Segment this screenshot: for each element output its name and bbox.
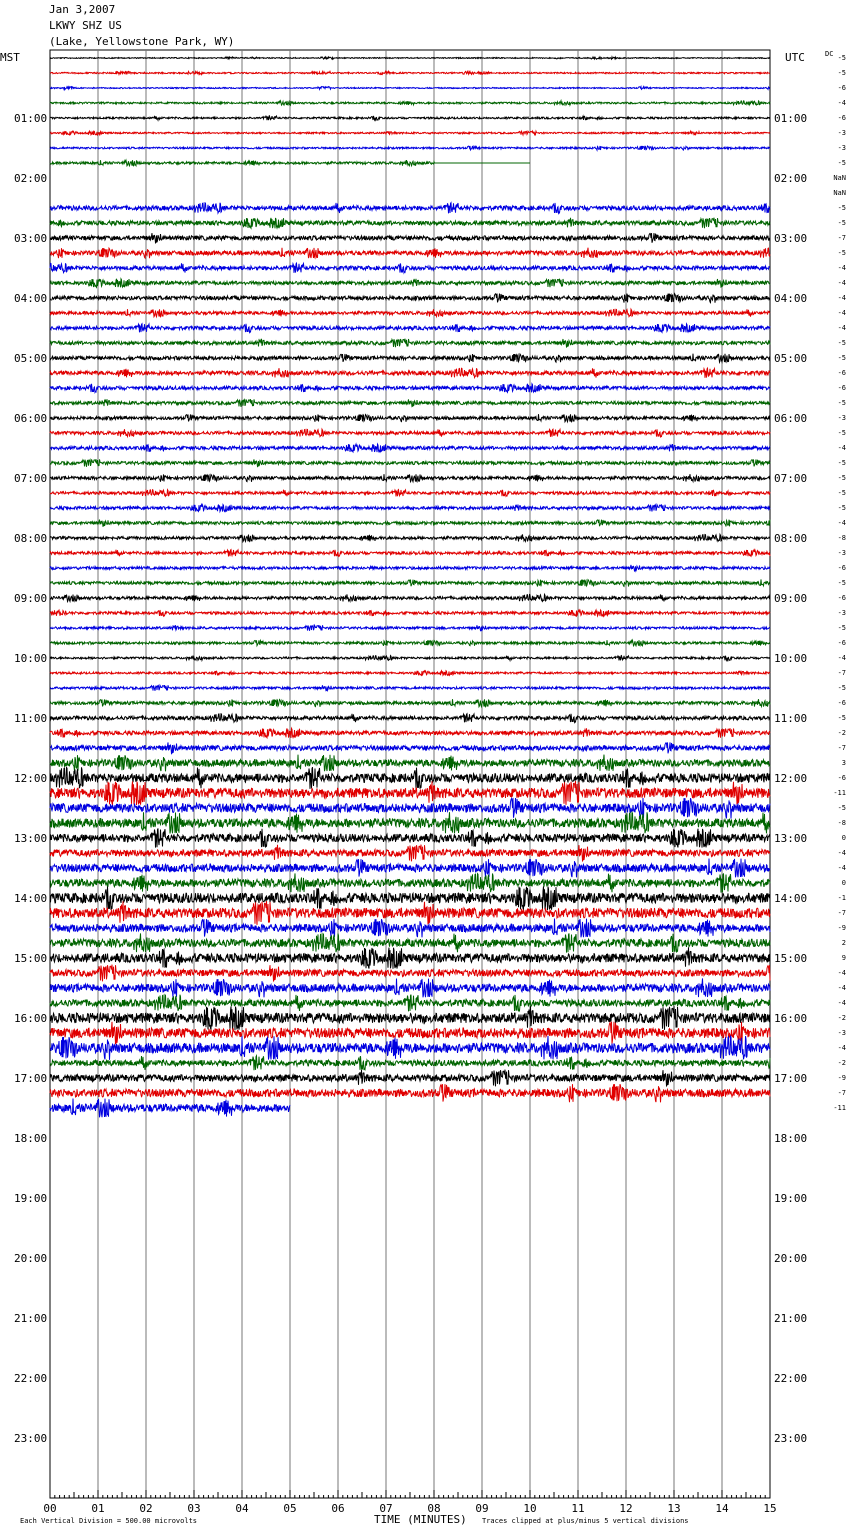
seismic-trace [50, 309, 770, 317]
dc-offset-label: -5 [837, 459, 846, 467]
seismic-trace [50, 1099, 290, 1118]
right-hour-label: 23:00 [774, 1432, 808, 1445]
seismic-trace [50, 490, 770, 497]
right-hour-label: 17:00 [774, 1072, 808, 1085]
dc-offset-label: -6 [837, 774, 846, 782]
seismic-trace [50, 354, 770, 363]
seismic-trace [50, 742, 770, 753]
seismic-traces [50, 57, 770, 1117]
dc-offset-label: -3 [837, 549, 846, 557]
dc-offset-label: -3 [837, 1029, 846, 1037]
left-hour-label: 09:00 [14, 592, 48, 605]
dc-offset-label: -11 [833, 789, 846, 797]
left-timezone-label: MST [0, 51, 20, 64]
dc-offset-label: -3 [837, 414, 846, 422]
dc-offset-label: -5 [837, 204, 846, 212]
seismic-trace [50, 625, 770, 631]
vertical-division-note: Each Vertical Division = 500.00 microvolts [20, 1517, 198, 1525]
seismic-trace [50, 640, 770, 646]
dc-offset-label: -2 [837, 1014, 846, 1022]
dc-offset-label: -5 [837, 489, 846, 497]
seismic-trace [50, 87, 770, 90]
seismic-trace [50, 520, 770, 527]
left-hour-label: 12:00 [14, 772, 48, 785]
x-tick-label: 02 [139, 1502, 153, 1515]
x-tick-label: 03 [187, 1502, 201, 1515]
right-hour-label: 18:00 [774, 1132, 808, 1145]
right-hour-label: 22:00 [774, 1372, 808, 1385]
dc-offset-label: -5 [837, 339, 846, 347]
x-tick-label: 05 [283, 1502, 297, 1515]
right-hour-label: 21:00 [774, 1312, 808, 1325]
left-hour-label: 22:00 [14, 1372, 48, 1385]
seismic-trace [50, 339, 770, 348]
station-location: (Lake, Yellowstone Park, WY) [49, 35, 235, 48]
left-hour-label: 16:00 [14, 1012, 48, 1025]
left-hour-label: 14:00 [14, 892, 48, 905]
dc-offset-label: -6 [837, 384, 846, 392]
seismic-trace [50, 714, 770, 723]
seismic-trace [50, 429, 770, 437]
left-hour-label: 11:00 [14, 712, 48, 725]
seismic-trace [50, 1084, 770, 1102]
seismic-trace [50, 565, 770, 571]
dc-offset-label: NaN [833, 189, 846, 197]
plot-date: Jan 3,2007 [49, 3, 116, 16]
x-tick-label: 06 [331, 1502, 345, 1515]
x-tick-label: 14 [715, 1502, 729, 1515]
dc-offset-label: -5 [837, 504, 846, 512]
seismic-trace [50, 203, 770, 214]
left-hour-label: 03:00 [14, 232, 48, 245]
x-tick-label: 12 [619, 1502, 633, 1515]
right-hour-label: 05:00 [774, 352, 808, 365]
left-hour-label: 23:00 [14, 1432, 48, 1445]
x-tick-label: 10 [523, 1502, 537, 1515]
dc-offset-label: -7 [837, 744, 846, 752]
right-hour-label: 19:00 [774, 1192, 808, 1205]
seismic-trace [50, 845, 770, 862]
seismic-trace [50, 873, 770, 892]
seismic-trace [50, 324, 770, 333]
seismic-trace [50, 384, 770, 393]
right-hour-label: 14:00 [774, 892, 808, 905]
seismic-trace [50, 233, 770, 243]
right-hour-label: 11:00 [774, 712, 808, 725]
x-tick-label: 04 [235, 1502, 249, 1515]
left-hour-label: 07:00 [14, 472, 48, 485]
seismic-trace [50, 474, 770, 482]
seismic-trace [50, 656, 770, 661]
dc-offset-label: -4 [837, 294, 846, 302]
dc-offset-label: -5 [837, 54, 846, 62]
dc-offset-label: -5 [837, 159, 846, 167]
dc-offset-label: 0 [841, 834, 846, 842]
right-hour-label: 07:00 [774, 472, 808, 485]
dc-offset-label: -9 [837, 924, 846, 932]
seismic-trace [50, 798, 770, 819]
x-tick-label: 08 [427, 1502, 441, 1515]
x-axis-title: TIME (MINUTES) [374, 1513, 467, 1526]
seismic-trace [50, 1036, 770, 1060]
dc-offset-label: -6 [837, 84, 846, 92]
x-tick-label: 15 [763, 1502, 777, 1515]
seismic-trace [50, 248, 770, 259]
left-hour-label: 08:00 [14, 532, 48, 545]
x-tick-label: 09 [475, 1502, 489, 1515]
dc-offset-label: -4 [837, 279, 846, 287]
dc-offset-label: -8 [837, 819, 846, 827]
seismic-trace [50, 504, 770, 511]
seismic-trace [50, 444, 770, 452]
dc-offset-label: -5 [837, 714, 846, 722]
right-hour-label: 01:00 [774, 112, 808, 125]
dc-offset-label: -6 [837, 699, 846, 707]
seismic-trace [50, 859, 770, 878]
left-hour-label: 21:00 [14, 1312, 48, 1325]
seismic-trace [50, 781, 770, 805]
seismic-trace [50, 534, 770, 541]
seismic-trace [50, 699, 770, 707]
seismic-trace [50, 550, 770, 557]
dc-offset-label: -4 [837, 999, 846, 1007]
right-hour-label: 09:00 [774, 592, 808, 605]
dc-offset-label: -5 [837, 429, 846, 437]
dc-offset-label: -1 [837, 894, 846, 902]
station-code: LKWY SHZ US [49, 19, 122, 32]
seismic-trace [50, 978, 770, 997]
dc-offset-label: -6 [837, 594, 846, 602]
dc-offset-label: -5 [837, 684, 846, 692]
dc-offset-label: 3 [841, 759, 846, 767]
dc-offset-label: -6 [837, 564, 846, 572]
dc-offset-label: -9 [837, 1074, 846, 1082]
left-hour-label: 18:00 [14, 1132, 48, 1145]
seismic-trace [50, 71, 770, 74]
dc-offset-label: -7 [837, 234, 846, 242]
seismic-trace [50, 368, 770, 378]
seismic-trace [50, 1070, 770, 1087]
dc-offset-label: -5 [837, 219, 846, 227]
seismic-trace [50, 263, 770, 273]
dc-offset-label: -4 [837, 519, 846, 527]
dc-offset-label: -4 [837, 969, 846, 977]
left-hour-label: 20:00 [14, 1252, 48, 1265]
left-hour-label: 01:00 [14, 112, 48, 125]
right-hour-label: 06:00 [774, 412, 808, 425]
dc-offset-label: NaN [833, 174, 846, 182]
seismic-trace [50, 947, 770, 968]
left-hour-label: 17:00 [14, 1072, 48, 1085]
dc-offset-label: -5 [837, 69, 846, 77]
seismic-trace [50, 131, 770, 135]
seismic-trace [50, 414, 770, 422]
dc-offset-label: -4 [837, 1044, 846, 1052]
dc-offset-label: -6 [837, 114, 846, 122]
seismic-trace [50, 965, 770, 982]
dc-offset-label: -4 [837, 309, 846, 317]
seismic-trace [50, 218, 770, 229]
x-tick-label: 13 [667, 1502, 681, 1515]
dc-offset-label: -4 [837, 654, 846, 662]
dc-offset-label: -5 [837, 354, 846, 362]
dc-offset-label: 0 [841, 879, 846, 887]
seismic-trace [50, 57, 770, 59]
dc-offset-label: -5 [837, 624, 846, 632]
dc-offset-label: -5 [837, 249, 846, 257]
right-hour-label: 08:00 [774, 532, 808, 545]
dc-offset-label: -5 [837, 399, 846, 407]
dc-offset-label: -3 [837, 609, 846, 617]
dc-offset-label: -5 [837, 804, 846, 812]
dc-offset-label: -5 [837, 579, 846, 587]
dc-offset-label: -4 [837, 444, 846, 452]
dc-offset-label: -4 [837, 99, 846, 107]
right-hour-label: 12:00 [774, 772, 808, 785]
axis-labels [14, 54, 846, 1515]
seismic-trace [50, 728, 770, 738]
dc-offset-label: -7 [837, 669, 846, 677]
dc-offset-label: -7 [837, 909, 846, 917]
dc-offset-label: 2 [841, 939, 846, 947]
seismic-trace [50, 995, 770, 1012]
left-hour-label: 06:00 [14, 412, 48, 425]
seismic-trace [50, 294, 770, 303]
seismic-trace [50, 399, 770, 407]
seismic-trace [50, 594, 770, 601]
right-hour-label: 15:00 [774, 952, 808, 965]
seismic-trace [50, 828, 770, 847]
dc-offset-label: -2 [837, 1059, 846, 1067]
x-tick-label: 07 [379, 1502, 393, 1515]
seismic-trace [50, 279, 770, 288]
right-hour-label: 20:00 [774, 1252, 808, 1265]
seismic-trace [50, 459, 770, 467]
right-hour-label: 04:00 [774, 292, 808, 305]
dc-offset-label: -6 [837, 639, 846, 647]
x-tick-label: 00 [43, 1502, 57, 1515]
seismic-trace [50, 610, 770, 616]
seismic-trace [50, 901, 770, 925]
dc-offset-label: -4 [837, 849, 846, 857]
left-hour-label: 02:00 [14, 172, 48, 185]
seismic-trace [50, 919, 770, 938]
dc-offset-label: -3 [837, 144, 846, 152]
clipping-note: Traces clipped at plus/minus 5 vertical divisions [482, 1517, 689, 1525]
left-hour-label: 15:00 [14, 952, 48, 965]
right-timezone-label: UTC [785, 51, 805, 64]
dc-offset-label: -2 [837, 729, 846, 737]
dc-offset-label: 9 [841, 954, 846, 962]
dc-offset-label: -4 [837, 864, 846, 872]
right-hour-label: 03:00 [774, 232, 808, 245]
seismic-trace [50, 685, 770, 691]
right-hour-label: 16:00 [774, 1012, 808, 1025]
x-tick-label: 01 [91, 1502, 105, 1515]
dc-offset-label: -8 [837, 534, 846, 542]
dc-label: DC [825, 50, 834, 58]
dc-offset-label: -6 [837, 369, 846, 377]
seismic-trace [50, 755, 770, 772]
dc-offset-label: -4 [837, 264, 846, 272]
x-tick-label: 11 [571, 1502, 585, 1515]
left-hour-label: 05:00 [14, 352, 48, 365]
dc-offset-label: -7 [837, 1089, 846, 1097]
dc-offset-label: -4 [837, 984, 846, 992]
left-hour-label: 10:00 [14, 652, 48, 665]
dc-offset-label: -11 [833, 1104, 846, 1112]
right-hour-label: 10:00 [774, 652, 808, 665]
seismic-trace [50, 767, 770, 789]
seismic-trace [50, 886, 770, 910]
seismic-trace [50, 146, 770, 150]
seismic-trace [50, 1056, 770, 1070]
seismic-trace [50, 933, 770, 952]
right-hour-label: 02:00 [774, 172, 808, 185]
dc-offset-label: -5 [837, 474, 846, 482]
dc-offset-label: -4 [837, 324, 846, 332]
seismic-trace [50, 101, 770, 105]
seismic-trace [50, 579, 770, 586]
left-hour-label: 04:00 [14, 292, 48, 305]
left-hour-label: 13:00 [14, 832, 48, 845]
seismic-trace [50, 671, 770, 676]
right-hour-label: 13:00 [774, 832, 808, 845]
dc-offset-label: -3 [837, 129, 846, 137]
seismic-trace [50, 116, 770, 120]
left-hour-label: 19:00 [14, 1192, 48, 1205]
